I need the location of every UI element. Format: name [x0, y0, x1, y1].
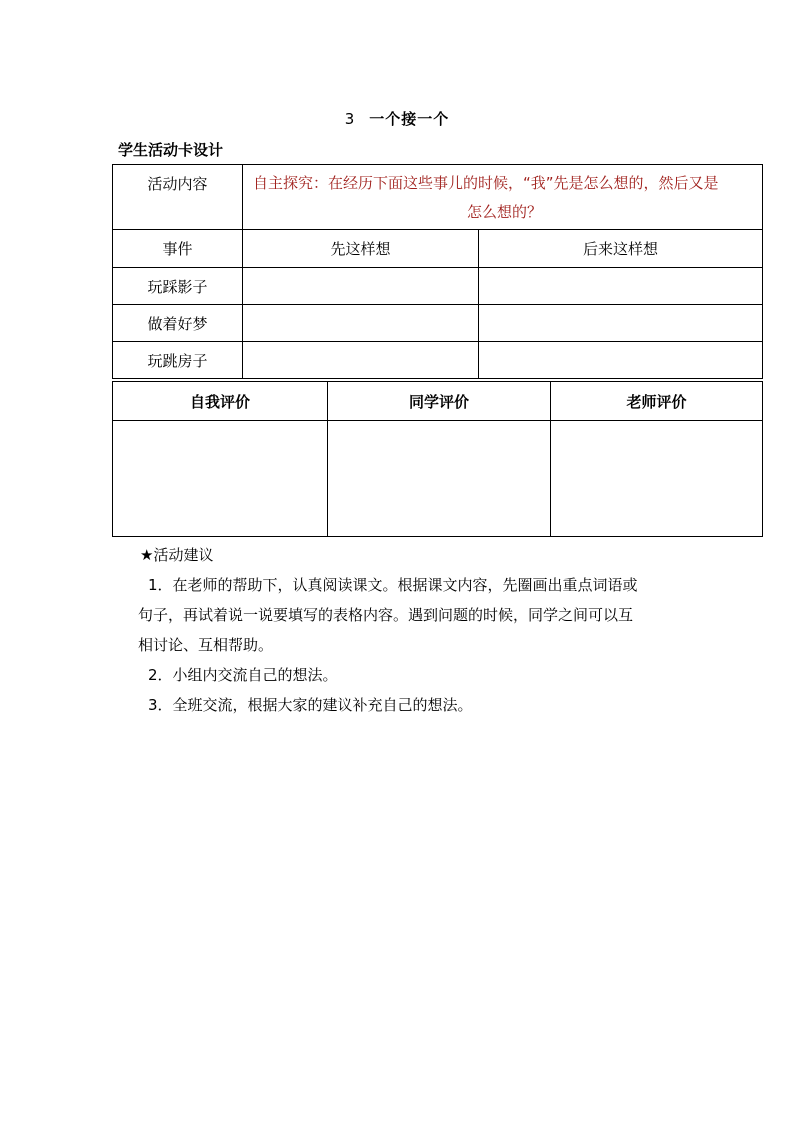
later-thought-cell[interactable] — [479, 305, 763, 342]
activity-text-line2: 怎么想的？ — [467, 203, 543, 221]
teacher-eval-cell[interactable] — [551, 421, 763, 537]
first-thought-cell[interactable] — [243, 268, 479, 305]
suggestion-item-1-line2: 句子，再试着说一说要填写的表格内容。遇到问题的时候，同学之间可以互 — [138, 606, 634, 624]
later-thought-cell[interactable] — [479, 342, 763, 379]
evaluation-table — [112, 381, 763, 537]
peer-eval-header: 同学评价 — [328, 382, 551, 421]
document-title — [0, 108, 794, 129]
card-subtitle: 学生活动卡设计 — [118, 141, 224, 159]
first-thought-cell[interactable] — [243, 342, 479, 379]
activity-table — [112, 164, 763, 379]
suggestion-item-3: 3．全班交流，根据大家的建议补充自己的想法。 — [148, 696, 473, 714]
event-row-label: 玩跳房子 — [113, 342, 243, 379]
event-row-label: 玩踩影子 — [113, 268, 243, 305]
self-eval-cell[interactable] — [113, 421, 328, 537]
first-thought-cell[interactable] — [243, 305, 479, 342]
activity-label: 活动内容 — [147, 175, 208, 193]
later-thought-cell[interactable] — [479, 268, 763, 305]
peer-eval-cell[interactable] — [328, 421, 551, 537]
activity-text-line1: 自主探究：在经历下面这些事儿的时候，“我”先是怎么想的，然后又是 — [253, 174, 719, 192]
suggestion-item-1-line1: 1．在老师的帮助下，认真阅读课文。根据课文内容，先圈画出重点词语或 — [148, 576, 638, 594]
col-header-event: 事件 — [113, 230, 243, 268]
suggestions-heading: ★活动建议 — [140, 546, 214, 564]
col-header-first: 先这样想 — [243, 230, 479, 268]
activity-content-cell — [243, 165, 763, 230]
suggestion-item-1-line3: 相讨论、互相帮助。 — [138, 636, 274, 654]
self-eval-header: 自我评价 — [113, 382, 328, 421]
lesson-number: 3 — [344, 110, 356, 128]
teacher-eval-header: 老师评价 — [551, 382, 763, 421]
activity-label-cell — [113, 165, 243, 230]
suggestion-item-2: 2．小组内交流自己的想法。 — [148, 666, 338, 684]
lesson-title: 一个接一个 — [369, 110, 450, 128]
event-row-label: 做着好梦 — [113, 305, 243, 342]
activity-suggestions — [140, 540, 700, 720]
col-header-later: 后来这样想 — [479, 230, 763, 268]
